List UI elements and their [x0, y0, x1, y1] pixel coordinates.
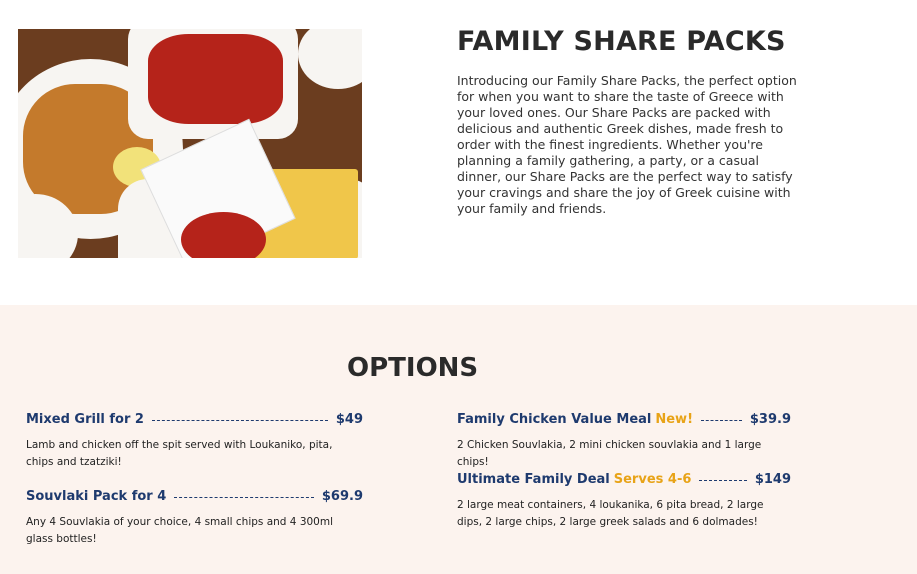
options-section	[0, 305, 917, 574]
item-tag: Serves 4-6	[613, 471, 692, 487]
dot-leader	[701, 420, 742, 421]
item-description: 2 large meat containers, 4 loukanika, 6 pita bread, 2 large dips, 2 large chips, 2 large greek salads and 6 dolmades!	[457, 499, 764, 528]
item-description: Lamb and chicken off the spit served with Loukaniko, pita, chips and tzatziki!	[26, 439, 333, 468]
item-description: Any 4 Souvlakia of your choice, 4 small chips and 4 300ml glass bottles!	[26, 516, 334, 545]
sauce-cup	[181, 212, 266, 258]
salad-plate	[298, 29, 362, 89]
item-price: $149	[754, 471, 791, 487]
item-name: Ultimate Family Deal	[457, 471, 610, 487]
menu-item-family-chicken[interactable]	[457, 410, 791, 471]
options-title: OPTIONS	[347, 353, 479, 383]
item-price: $39.9	[749, 411, 791, 427]
page-title: FAMILY SHARE PACKS	[457, 26, 786, 57]
item-name: Souvlaki Pack for 4	[26, 488, 167, 504]
item-name: Family Chicken Value Meal	[457, 411, 652, 427]
item-tag: New!	[655, 411, 693, 427]
menu-item-mixed-grill[interactable]	[26, 410, 363, 471]
intro-paragraph: Introducing our Family Share Packs, the perfect option for when you want to share the taste of Greece with your loved ones. Our Share Packs are packed with delicious and authentic Greek dishes, made fresh to order with the finest ingredients. Whether you're planning a family gathering, a party, or a casual dinner, our Share Packs are the perfect way to satisfy your cravings and share the joy of Greek cuisine with your family and friends.	[457, 73, 797, 216]
item-description: 2 Chicken Souvlakia, 2 mini chicken souvlakia and 1 large chips!	[457, 439, 762, 468]
dot-leader	[699, 480, 746, 481]
item-price: $69.9	[321, 488, 363, 504]
menu-item-ultimate-family[interactable]	[457, 470, 791, 531]
sauced-chips	[148, 34, 283, 124]
item-name: Mixed Grill for 2	[26, 411, 144, 427]
dot-leader	[152, 420, 328, 421]
dot-leader	[174, 497, 314, 498]
hero-food-image	[18, 29, 362, 258]
menu-item-souvlaki-pack[interactable]	[26, 487, 363, 548]
item-price: $49	[335, 411, 363, 427]
